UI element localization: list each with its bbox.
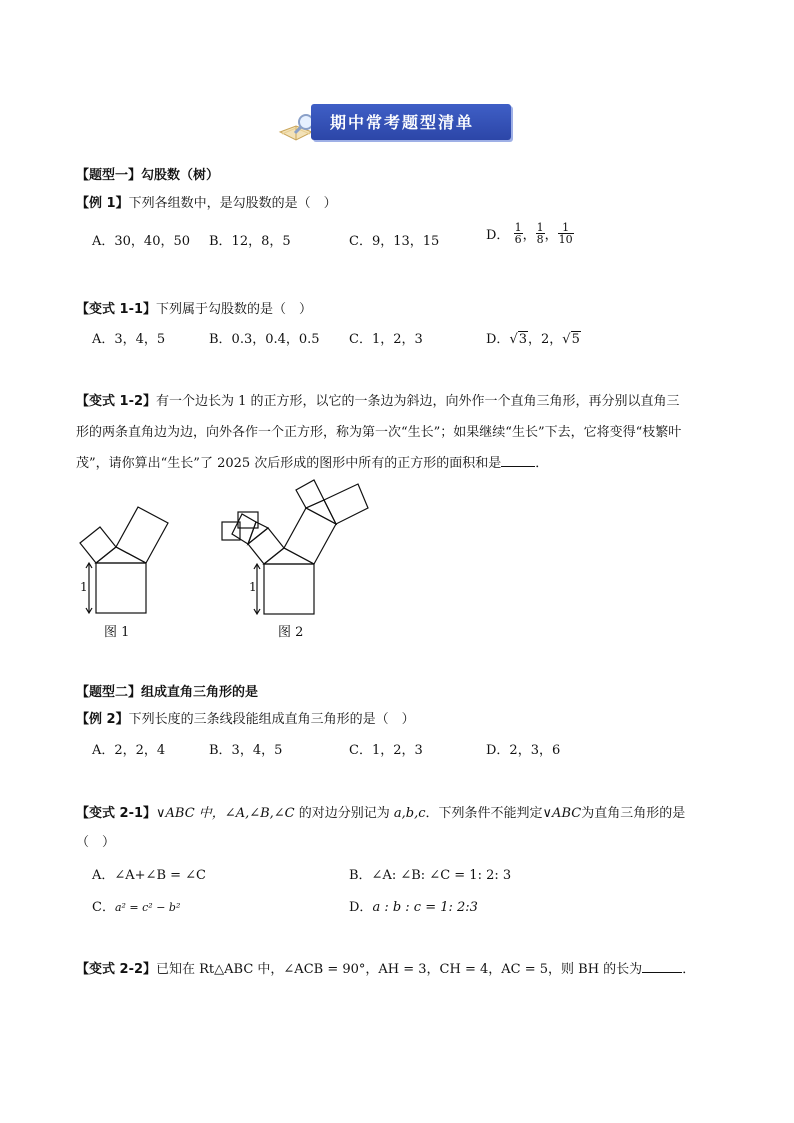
ex2-option-d: D．2，3，6 [486,743,561,758]
example-1-label: 【例 1】 [76,196,129,211]
ex1-option-d: D． $\frac{1}{6}$ ， $\frac{1}{8}$ ， $\frac{1}{10}$ [486,221,573,246]
var21-option-a: A．∠A+∠B = ∠C [92,868,207,883]
answer-blank-2 [642,960,682,973]
variant-2-2-label: 【变式 2-2】 [76,962,157,977]
ex1-option-c: C．9，13，15 [349,234,440,249]
figure-2-pythagoras-tree [218,478,388,618]
figure-2-side-label: 1 [249,580,257,594]
variant-1-1-label: 【变式 1-1】 [76,302,157,317]
variant-1-2-line2: 形的两条直角边为边，向外各作一个正方形，称为第一次“生长”；如果继续“生长”下去，它将变得“枝繁叶 [76,425,682,440]
var11-option-c: C．1，2，3 [349,332,423,347]
figure-1-caption: 图 1 [104,625,130,640]
ex2-option-b: B．3，4，5 [209,743,283,758]
var11-option-a: A．3，4，5 [92,332,166,347]
ex2-option-c: C．1，2，3 [349,743,423,758]
variant-1-2-line1: 【变式 1-2】有一个边长为 1 的正方形，以它的一条边为斜边，向外作一个直角三角形，再分别以直角三 [76,394,680,409]
fraction-1-6: $\frac{1}{6}$ [514,221,522,246]
var21-option-d: D．a : b : c = 1: 2:3 [349,900,478,915]
variant-2-1-paren: （ ） [76,835,116,850]
variant-2-2-question: 【变式 2-2】已知在 Rt△ABC 中，∠ACB = 90°，AH = 3，CH = 4，AC = 5，则 BH 的长为 ． [76,962,696,977]
figure-1-pythagoras-tree [70,505,180,617]
example-2-question: 【例 2】下列长度的三条线段能组成直角三角形的是（ ） [76,712,415,727]
example-1-question [76,192,337,211]
section-heading-type2: 【题型二】组成直角三角形的是 [76,685,259,700]
ex1-option-a: A．30，40，50 [92,234,191,249]
fraction-1-10: $\frac{1}{10}$ [558,221,573,246]
var11-option-b: B．0.3，0.4，0.5 [209,332,320,347]
fraction-1-8: $\frac{1}{8}$ [536,221,544,246]
section-heading-type1: 【题型一】勾股数（树） [76,168,220,183]
variant-1-1-question: 【变式 1-1】下列属于勾股数的是（ ） [76,302,313,317]
example-1-text: 下列各组数中，是勾股数的是（ ） [128,196,337,211]
variant-1-2-label: 【变式 1-2】 [76,394,157,409]
figure-2-caption: 图 2 [278,625,304,640]
var21-option-c: C．a² = c² − b² [92,900,181,915]
answer-blank [501,454,535,467]
variant-1-2-line3: 茂”，请你算出“生长”了 2025 次后形成的图形中所有的正方形的面积和是 ． [76,456,549,471]
var11-option-d: D．√3，2，√5 [486,332,580,347]
var21-option-b: B．∠A: ∠B: ∠C = 1: 2: 3 [349,868,512,883]
ex1-option-b: B．12，8，5 [209,234,291,249]
ex2-option-a: A．2，2，4 [92,743,166,758]
variant-2-1-label: 【变式 2-1】 [76,806,157,821]
example-2-label: 【例 2】 [76,712,129,727]
page-title: 期中常考题型清单 [330,113,475,132]
figure-1-side-label: 1 [80,580,88,594]
variant-2-1-question: 【变式 2-1】∨ABC 中，∠A,∠B,∠C 的对边分别记为 a,b,c．下列条件不能判定∨ABC为直角三角形的是 [76,806,686,821]
